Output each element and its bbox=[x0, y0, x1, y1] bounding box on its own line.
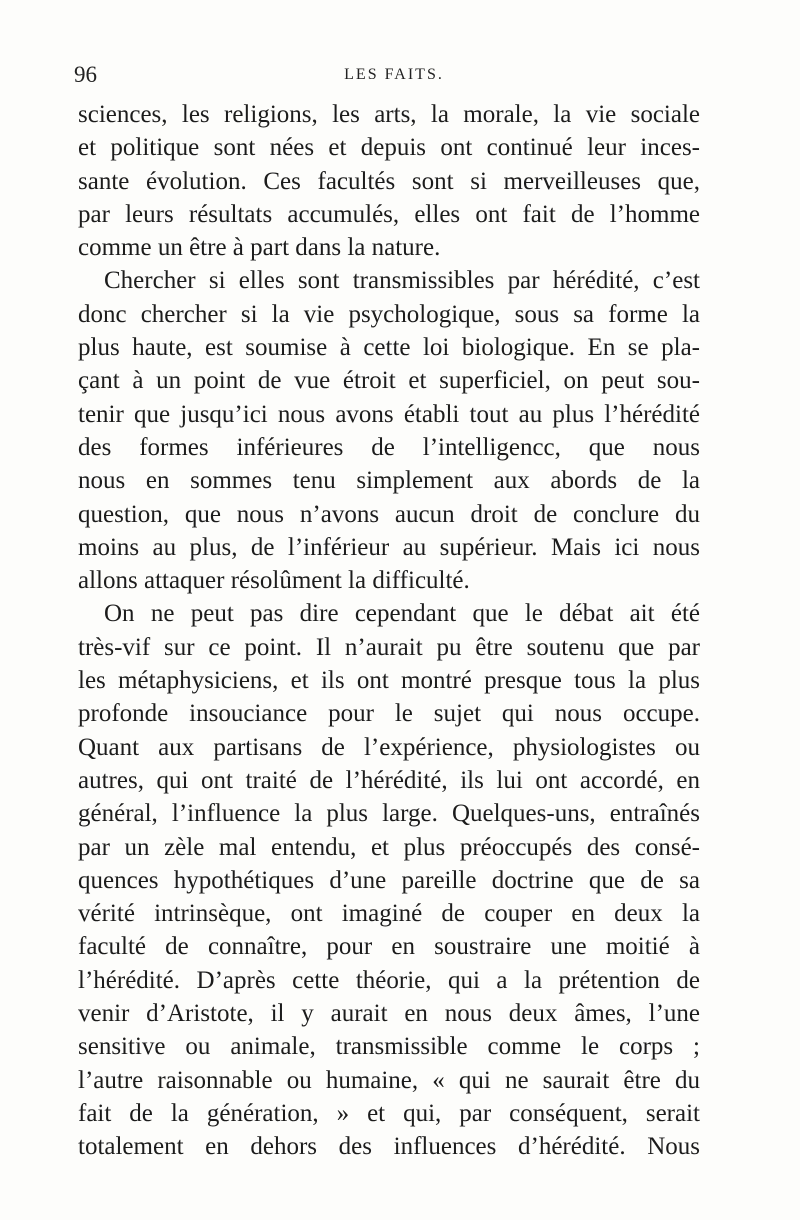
text-line: autres, qui ont traité de l’hérédité, ils lui ont accordé, en bbox=[78, 766, 700, 794]
text-line: sante évolution. Ces facultés sont si merveilleuses que, bbox=[78, 167, 700, 195]
text-line: les métaphysiciens, et ils ont montré presque tous la plus bbox=[78, 667, 700, 695]
paragraph bbox=[78, 597, 700, 1163]
text-line: On ne peut pas dire cependant que le débat ait été bbox=[104, 600, 700, 628]
text-line: Chercher si elles sont transmissibles par hérédité, c’est bbox=[104, 267, 700, 295]
text-line: Quant aux partisans de l’expérience, physiologistes ou bbox=[78, 733, 700, 761]
text-line: faculté de connaître, pour en soustraire une moitié à bbox=[78, 933, 700, 961]
text-line: quences hypothétiques d’une pareille doctrine que de sa bbox=[78, 866, 700, 894]
text-line: très-vif sur ce point. Il n’aurait pu être soutenu que par bbox=[78, 633, 700, 661]
text-line: plus haute, est soumise à cette loi biologique. En se pla- bbox=[78, 334, 700, 362]
text-line: fait de la génération, » et qui, par conséquent, serait bbox=[78, 1099, 700, 1127]
text-line: sensitive ou animale, transmissible comme le corps ; bbox=[78, 1033, 700, 1061]
body-text bbox=[78, 98, 700, 1164]
text-line: donc chercher si la vie psychologique, sous sa forme la bbox=[78, 300, 700, 328]
text-line: et politique sont nées et depuis ont continué leur inces- bbox=[78, 134, 700, 162]
text-line: venir d’Aristote, il y aurait en nous deux âmes, l’une bbox=[78, 1000, 700, 1028]
text-line: tenir que jusqu’ici nous avons établi tout au plus l’hérédité bbox=[78, 400, 700, 428]
text-line: nous en sommes tenu simplement aux abords de la bbox=[78, 467, 700, 495]
text-line: question, que nous n’avons aucun droit de conclure du bbox=[78, 500, 700, 528]
text-line: général, l’influence la plus large. Quelques-uns, entraînés bbox=[78, 800, 700, 828]
text-line: des formes inférieures de l’intelligencc, que nous bbox=[78, 433, 700, 461]
text-line: profonde insouciance pour le sujet qui nous occupe. bbox=[78, 700, 700, 728]
running-head: LES FAITS. bbox=[344, 66, 444, 83]
paragraph bbox=[78, 264, 700, 597]
text-line: comme un être à part dans la nature. bbox=[78, 234, 441, 262]
text-line: moins au plus, de l’inférieur au supérieur. Mais ici nous bbox=[78, 533, 700, 561]
page-number: 96 bbox=[74, 62, 97, 87]
text-line: vérité intrinsèque, ont imaginé de couper en deux la bbox=[78, 900, 700, 928]
text-line: l’hérédité. D’après cette théorie, qui a la prétention de bbox=[78, 966, 700, 994]
page-header bbox=[74, 62, 714, 92]
text-line: allons attaquer résolûment la difficulté. bbox=[78, 567, 470, 595]
text-line: çant à un point de vue étroit et superficiel, on peut sou- bbox=[78, 367, 700, 395]
text-line: par leurs résultats accumulés, elles ont fait de l’homme bbox=[78, 200, 700, 228]
text-line: l’autre raisonnable ou humaine, « qui ne saurait être du bbox=[78, 1066, 700, 1094]
text-line: sciences, les religions, les arts, la morale, la vie sociale bbox=[78, 101, 700, 128]
paragraph bbox=[78, 98, 700, 264]
text-line: totalement en dehors des influences d’hérédité. Nous bbox=[78, 1133, 700, 1161]
text-line: par un zèle mal entendu, et plus préoccupés des consé- bbox=[78, 833, 700, 861]
